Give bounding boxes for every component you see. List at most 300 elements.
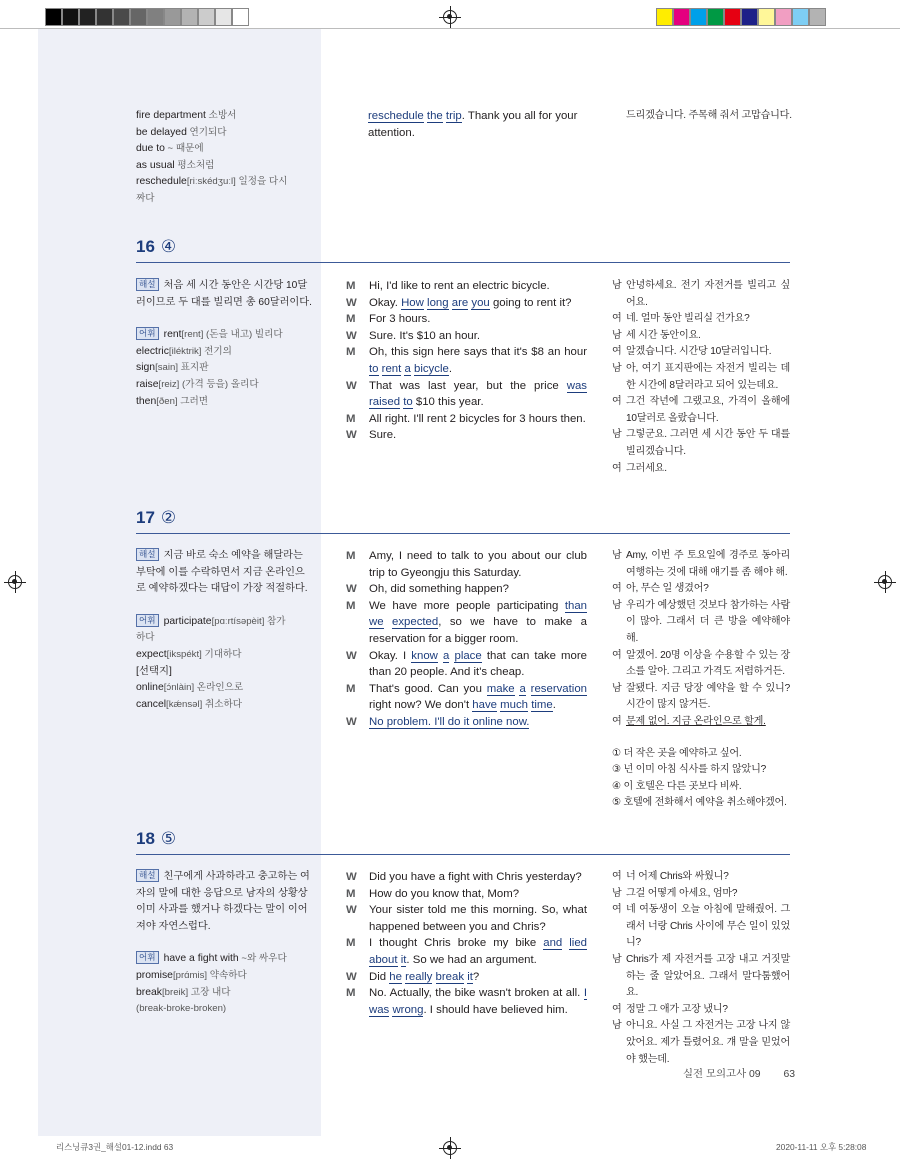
crop-line-top <box>0 28 900 29</box>
explanation-text: 친구에게 사과하라고 충고하는 여자의 말에 대한 응답으로 남자의 상황상 이미 사과를 했거나 하겠다는 말이 이어져야 자연스럽다. <box>136 871 310 932</box>
explanation-tag: 해설 <box>136 869 159 882</box>
underlined-word: really <box>405 970 433 983</box>
text-run: That was last year, but the price <box>369 379 567 392</box>
text-run: That's good. Can you <box>369 682 487 695</box>
q17-explanation <box>136 548 312 598</box>
dialog-text <box>369 969 587 986</box>
korean-text: 세 시간 동안이요. <box>626 329 701 341</box>
speaker-label: W <box>346 904 357 917</box>
korean-line <box>612 598 790 648</box>
vocab-word: participate <box>163 615 212 627</box>
korean-line <box>612 361 790 394</box>
top-vocab-list <box>136 108 316 208</box>
dialog-line <box>346 581 587 598</box>
vocab-item <box>136 985 312 1002</box>
explanation-text: 지금 바로 숙소 예약을 해달라는 부탁에 이를 수락하면서 지금 온라인으로 예약하겠다는 대답이 가장 적절하다. <box>136 550 308 595</box>
speaker-label: W <box>346 583 357 596</box>
vocab-word: expect <box>136 648 167 660</box>
vocab-word: then <box>136 395 157 407</box>
gray-swatch <box>96 8 113 26</box>
question-number: 17 <box>136 508 155 527</box>
speaker-label: M <box>346 412 356 425</box>
text-run: Okay. I <box>369 649 412 662</box>
underlined-word: lied <box>569 937 588 950</box>
select-tag: [선택지] <box>136 665 172 677</box>
vocab-word: sign <box>136 362 156 374</box>
korean-speaker: 여 <box>612 346 622 358</box>
dialog-text <box>369 935 587 968</box>
dialog-text <box>369 295 587 312</box>
vocab-item <box>136 394 312 411</box>
dialog-line <box>346 985 587 1018</box>
vocab-tag: 어휘 <box>136 614 159 627</box>
vocab-meaning: ~와 싸우다 <box>238 953 287 965</box>
color-swatch <box>758 8 775 26</box>
page-number: 63 <box>783 1069 796 1080</box>
question-number: 16 <box>136 237 155 256</box>
text-run: Sure. It's $10 an hour. <box>369 329 481 342</box>
korean-speaker: 남 <box>612 599 622 611</box>
gray-swatch <box>198 8 215 26</box>
korean-speaker: 여 <box>612 904 622 916</box>
dialog-line <box>346 378 587 411</box>
page-footer-label <box>683 1065 795 1080</box>
vocab-continuation <box>136 630 312 647</box>
underlined-word: it <box>467 970 473 983</box>
underlined-word: How <box>401 296 424 309</box>
dialog-text <box>369 278 587 295</box>
vocab-tag: 어휘 <box>136 951 159 964</box>
color-swatch <box>690 8 707 26</box>
underlined-word: place <box>454 649 482 662</box>
korean-speaker: 여 <box>612 583 622 595</box>
vocab-meaning: 취소하다 <box>202 698 243 710</box>
korean-text: 그러세요. <box>626 462 667 474</box>
speaker-label: W <box>346 715 357 728</box>
text-run: Amy, I need to talk to you about our club trip to Gyeongju this Saturday. <box>369 550 587 579</box>
korean-line <box>612 427 790 460</box>
speaker-label: M <box>346 346 356 359</box>
korean-text: 아, 무슨 일 생겼어? <box>626 583 709 595</box>
text-run: Did <box>369 970 390 983</box>
speaker-label: M <box>346 937 356 950</box>
korean-text: 아니요. 사실 그 자전거는 고장 나지 않았어요. 제가 틀렸어요. 걔 말을 믿었어야 했는데. <box>626 1020 790 1065</box>
cmyk-color-bar <box>656 8 826 26</box>
answer-mark: ⑤ <box>160 829 177 848</box>
dialog-line <box>346 411 587 428</box>
vocab-item <box>136 968 312 985</box>
korean-text: Amy, 이번 주 토요일에 경주로 동아리 여행하는 것에 대해 얘기를 좀 해야 해. <box>626 550 790 578</box>
vocab-meaning: 일정을 다시 <box>235 176 288 188</box>
korean-text: 알겠습니다. 시간당 10달러입니다. <box>626 346 772 358</box>
q17-options <box>612 746 790 812</box>
vocab-word: promise <box>136 969 173 981</box>
speaker-label: W <box>346 871 357 883</box>
korean-line <box>612 681 790 714</box>
print-timestamp: 2020-11-11 오후 5:28:08 <box>776 1142 867 1152</box>
text-run <box>384 616 392 628</box>
dialog-text <box>369 714 587 731</box>
korean-speaker: 남 <box>612 429 622 441</box>
vocab-word: have a fight with <box>163 953 239 965</box>
korean-text: 아, 여기 표지판에는 자전거 빌리는 데 한 시간에 8달러라고 되어 있는데요. <box>626 362 790 391</box>
speaker-label: W <box>346 379 357 392</box>
underlined-word: trip <box>445 110 462 122</box>
vocab-meaning: 전기의 <box>201 345 232 357</box>
dialog-text <box>369 548 587 581</box>
korean-speaker: 여 <box>612 462 622 474</box>
vocab-continuation: 짜다 <box>136 192 155 204</box>
speaker-label: W <box>346 296 357 309</box>
vocab-item <box>136 680 312 697</box>
speaker-label: W <box>346 649 357 662</box>
color-swatch <box>707 8 724 26</box>
text-run: $10 this year. <box>412 396 484 409</box>
gray-swatch <box>130 8 147 26</box>
question-18-rule <box>136 854 790 855</box>
book-label: 실전 모의고사 09 <box>683 1069 761 1080</box>
vocab-meaning: (돈을 내고) 빌리다 <box>203 329 283 341</box>
answer-option: ③ 넌 이미 아침 식사를 하지 않았니? <box>612 764 767 776</box>
underlined-word: much <box>500 699 529 712</box>
dialog-line <box>346 681 587 714</box>
underlined-word: reschedule <box>368 110 424 122</box>
underlined-word: expected <box>392 616 439 629</box>
dialog-text <box>369 378 587 411</box>
underlined-word: raised <box>369 396 401 409</box>
underlined-word: he <box>389 970 402 983</box>
dialog-line <box>346 278 587 295</box>
registration-mark-bottom <box>443 1141 457 1155</box>
vocab-meaning: 하다 <box>136 632 155 644</box>
speaker-label: M <box>346 599 356 612</box>
korean-text: 너 어제 Chris와 싸웠니? <box>626 871 729 882</box>
q18-notes <box>136 869 312 1018</box>
text-run: ? <box>472 970 480 983</box>
dialog-text <box>369 427 587 444</box>
vocab-continuation: (break-broke-broken) <box>136 1003 227 1015</box>
dialog-line <box>346 548 587 581</box>
korean-text: 네. 얼마 동안 빌리실 건가요? <box>626 313 750 325</box>
speaker-label: M <box>346 550 356 562</box>
dialog-line <box>346 714 587 731</box>
text-run: No. Actually, the bike wasn't broken at all. <box>369 987 584 1000</box>
vocab-meaning: 연기되다 <box>186 126 227 138</box>
gray-swatch <box>181 8 198 26</box>
text-run: For 3 hours. <box>369 313 431 326</box>
dialog-line <box>346 344 587 377</box>
dialog-text: . Thank you all for your attention. <box>368 110 578 139</box>
korean-line <box>612 648 790 681</box>
explanation-tag: 해설 <box>136 278 159 291</box>
dialog-line <box>346 295 587 312</box>
gray-color-bar <box>45 8 249 26</box>
dialog-line <box>346 328 587 345</box>
gray-swatch <box>215 8 232 26</box>
vocab-word: be delayed <box>136 126 187 138</box>
underlined-word: rent <box>381 362 402 375</box>
vocab-item <box>136 647 312 664</box>
underlined-word: reservation <box>530 682 588 695</box>
text-run: right now? We don't <box>369 699 473 712</box>
underlined-word: the <box>426 110 443 122</box>
vocab-item <box>136 344 312 361</box>
vocab-phonetic: [ɔ́nlàin] <box>163 682 195 694</box>
korean-line <box>612 714 790 731</box>
q18-korean <box>612 869 790 1068</box>
color-swatch <box>775 8 792 26</box>
q17-korean-block <box>612 548 790 812</box>
color-swatch <box>724 8 741 26</box>
korean-line <box>612 278 790 311</box>
vocab-word: cancel <box>136 698 167 710</box>
korean-text: 그걸 어떻게 아세요, 엄마? <box>626 887 738 899</box>
vocab-phonetic: [rent] <box>181 329 204 341</box>
korean-text: Chris가 제 자전거를 고장 내고 거짓말하는 줄 알았어요. 그래서 말다툼했어요. <box>626 953 790 999</box>
underlined-word: was <box>566 379 587 392</box>
underlined-word: bicycle <box>414 362 449 375</box>
q16-explanation <box>136 278 312 311</box>
speaker-label: M <box>346 887 356 900</box>
vocab-meaning: 소방서 <box>205 110 237 121</box>
underlined-word: know <box>411 649 438 662</box>
vocab-phonetic: [breik] <box>162 986 189 998</box>
q16-notes <box>136 278 312 410</box>
korean-line <box>612 394 790 427</box>
speaker-label: M <box>346 313 356 326</box>
text-run: I thought Chris broke my bike <box>369 937 544 950</box>
dialog-text <box>369 598 587 648</box>
vocab-phonetic: [ðen] <box>156 395 178 407</box>
korean-speaker: 남 <box>612 550 622 561</box>
underlined-word: it <box>400 953 407 966</box>
underlined-word: to <box>369 362 379 375</box>
vocab-word: rent <box>163 329 182 341</box>
korean-speaker: 여 <box>612 871 622 882</box>
korean-text: 네 여동생이 오늘 아침에 말해줬어. 그래서 너랑 Chris 사이에 무슨 일이 있었니? <box>626 904 790 949</box>
dialog-line <box>346 869 587 886</box>
korean-line <box>612 548 790 581</box>
dialog-text <box>369 648 587 681</box>
text-run: , so we have to make a reservation for a bigger room. <box>369 616 587 645</box>
underlined-word: are <box>451 296 469 309</box>
dialog-line <box>346 969 587 986</box>
dialog-line <box>346 598 587 648</box>
top-korean-tail <box>626 108 802 125</box>
speaker-label: M <box>346 682 356 695</box>
gray-swatch <box>45 8 62 26</box>
gray-swatch <box>113 8 130 26</box>
underlined-word: a <box>443 649 450 662</box>
dialog-text <box>369 328 587 345</box>
korean-line: 드리겠습니다. 주목해 줘서 고맙습니다. <box>626 110 792 121</box>
answer-option: ① 더 작은 곳을 예약하고 싶어. <box>612 747 742 759</box>
text-run: Sure. <box>369 429 397 442</box>
korean-text: 알겠어. 20명 이상을 수용할 수 있는 장소를 알아. 그리고 가격도 저렴하거든. <box>626 649 790 678</box>
registration-mark-left <box>8 575 22 589</box>
korean-line <box>612 328 790 345</box>
text-run: . So we had an argument. <box>406 953 537 966</box>
underlined-word: make <box>486 682 515 695</box>
korean-speaker: 여 <box>612 1003 622 1015</box>
dialog-line <box>346 311 587 328</box>
dialog-text <box>369 581 587 598</box>
dialog-text <box>369 681 587 714</box>
text-run: . <box>552 699 556 712</box>
underlined-word: to <box>403 396 413 409</box>
dialog-text <box>369 344 587 377</box>
vocab-phonetic: [ikspékt] <box>166 648 202 660</box>
text-run: How do you know that, Mom? <box>369 887 520 900</box>
korean-line <box>612 952 790 1002</box>
vocab-meaning: 고장 내다 <box>188 986 231 998</box>
text-run: Oh, did something happen? <box>369 583 509 596</box>
dialog-text <box>369 411 587 428</box>
gray-swatch <box>147 8 164 26</box>
answer-mark: ④ <box>160 237 177 256</box>
gray-swatch <box>62 8 79 26</box>
korean-line <box>612 1002 790 1019</box>
dialog-line <box>346 648 587 681</box>
color-swatch <box>656 8 673 26</box>
vocab-meaning: 평소처럼 <box>174 159 215 171</box>
underlined-word: you <box>471 296 490 309</box>
vocab-item <box>136 951 312 968</box>
underlined-word: about <box>369 953 398 966</box>
text-run: . I should have believed him. <box>423 1003 568 1016</box>
dialog-text <box>369 886 587 903</box>
underlined-word: I <box>583 987 587 1000</box>
korean-speaker: 남 <box>612 280 622 291</box>
color-swatch <box>741 8 758 26</box>
color-swatch <box>792 8 809 26</box>
text-run: All right. I'll rent 2 bicycles for 3 hours then. <box>369 412 586 425</box>
vocab-item <box>136 108 316 125</box>
vocab-word: reschedule <box>136 176 187 188</box>
speaker-label: W <box>346 429 357 442</box>
underlined-word: was <box>369 1003 390 1016</box>
text-run: Your sister told me this morning. So, what happened between you and Chris? <box>369 904 587 933</box>
answer-option: ⑤ 호텔에 전화해서 예약을 취소해야겠어. <box>612 797 787 809</box>
q18-dialog <box>346 869 587 1018</box>
korean-text: 안녕하세요. 전기 자전거를 빌리고 싶어요. <box>626 280 790 308</box>
vocab-word: break <box>136 986 162 998</box>
underlined-word: long <box>427 296 449 309</box>
vocab-meaning: 참가 <box>264 615 286 627</box>
explanation-text: 처음 세 시간 동안은 시간당 10달러이므로 두 대를 빌리면 총 60달러이다. <box>136 280 312 308</box>
gray-swatch <box>79 8 96 26</box>
underlined-word: wrong <box>392 1003 424 1016</box>
vocab-item <box>136 614 312 631</box>
dialog-line <box>346 902 587 935</box>
korean-speaker: 남 <box>612 362 622 374</box>
vocab-meaning: (가격 등을) 올리다 <box>179 378 259 390</box>
speaker-label: W <box>346 970 357 983</box>
korean-speaker: 남 <box>612 953 622 965</box>
korean-speaker: 여 <box>612 715 622 727</box>
dialog-text <box>369 985 587 1018</box>
question-16-heading <box>136 237 176 257</box>
underlined-word: have <box>472 699 497 712</box>
text-run: No problem. I'll do it online now. <box>369 715 530 728</box>
answer-mark: ② <box>160 508 177 527</box>
korean-line <box>612 886 790 903</box>
vocab-word: due to <box>136 143 165 155</box>
underlined-word: a <box>404 362 411 375</box>
korean-line <box>612 461 790 478</box>
speaker-label: M <box>346 280 356 292</box>
top-dialog-tail <box>368 108 594 141</box>
vocab-phonetic: [iléktrik] <box>168 345 202 357</box>
korean-speaker: 남 <box>612 887 622 899</box>
vocab-word: online <box>136 682 164 694</box>
vocab-item <box>136 327 312 344</box>
korean-speaker: 여 <box>612 649 622 661</box>
vocab-phonetic: [sain] <box>155 362 178 374</box>
color-swatch <box>673 8 690 26</box>
speaker-label: W <box>346 329 357 342</box>
korean-speaker: 여 <box>612 396 622 408</box>
registration-mark-right <box>878 575 892 589</box>
underlined-word: we <box>369 616 384 629</box>
vocab-phonetic: [reiz] <box>158 378 180 390</box>
vocab-item <box>136 125 316 142</box>
korean-line <box>612 869 790 886</box>
q17-dialog <box>346 548 587 731</box>
korean-speaker: 남 <box>612 329 622 341</box>
dialog-line <box>346 935 587 968</box>
q17-notes <box>136 548 312 713</box>
vocab-meaning: 표지판 <box>178 362 209 374</box>
vocab-phonetic: [prɑ́mis] <box>172 969 208 981</box>
vocab-meaning: 기대하다 <box>201 648 242 660</box>
vocab-meaning: 약속하다 <box>207 969 247 981</box>
vocab-item <box>136 360 312 377</box>
underlined-word: than <box>564 599 587 612</box>
vocab-phonetic: [kǽnsəl] <box>166 698 203 710</box>
korean-text: 그렇군요. 그러면 세 시간 동안 두 대를 빌리겠습니다. <box>626 429 790 457</box>
korean-speaker: 남 <box>612 1020 622 1032</box>
color-swatch <box>809 8 826 26</box>
korean-text: 문제 없어. 지금 온라인으로 할게. <box>626 715 766 727</box>
vocab-tag: 어휘 <box>136 327 159 340</box>
vocab-phonetic: [pɑːrtísəpèit] <box>211 615 265 627</box>
vocab-item <box>136 174 316 191</box>
text-run: that can take more than 20 people. And it's cheap. <box>369 649 588 679</box>
indd-file-name: 리스닝큐3권_해설01-12.indd 63 <box>56 1142 174 1152</box>
text-run: Okay. <box>369 296 402 309</box>
korean-line <box>612 902 790 952</box>
question-18-heading <box>136 829 176 849</box>
korean-text: 그건 작년에 그랬고요, 가격이 올해에 10달러로 올랐습니다. <box>626 396 790 424</box>
vocab-word: raise <box>136 378 159 390</box>
korean-line <box>612 1018 790 1068</box>
text-run: Hi, I'd like to rent an electric bicycle. <box>369 280 550 292</box>
dialog-text <box>369 869 587 886</box>
vocab-word: fire department <box>136 110 206 121</box>
text-run: . <box>448 362 452 375</box>
vocab-item <box>136 158 316 175</box>
korean-text: 잘됐다. 지금 당장 예약을 할 수 있니? 시간이 많지 않거든. <box>626 682 790 711</box>
q16-dialog <box>346 278 587 444</box>
dialog-text <box>369 311 587 328</box>
text-run: Did you have a fight with Chris yesterday? <box>369 871 582 883</box>
vocab-phonetic: [riːskédʒuːl] <box>186 176 236 188</box>
question-17-rule <box>136 533 790 534</box>
vocab-word: as usual <box>136 159 175 171</box>
korean-line <box>612 311 790 328</box>
korean-text: 우리가 예상했던 것보다 참가하는 사람이 많아. 그래서 더 큰 방을 예약해야 해. <box>626 599 790 644</box>
